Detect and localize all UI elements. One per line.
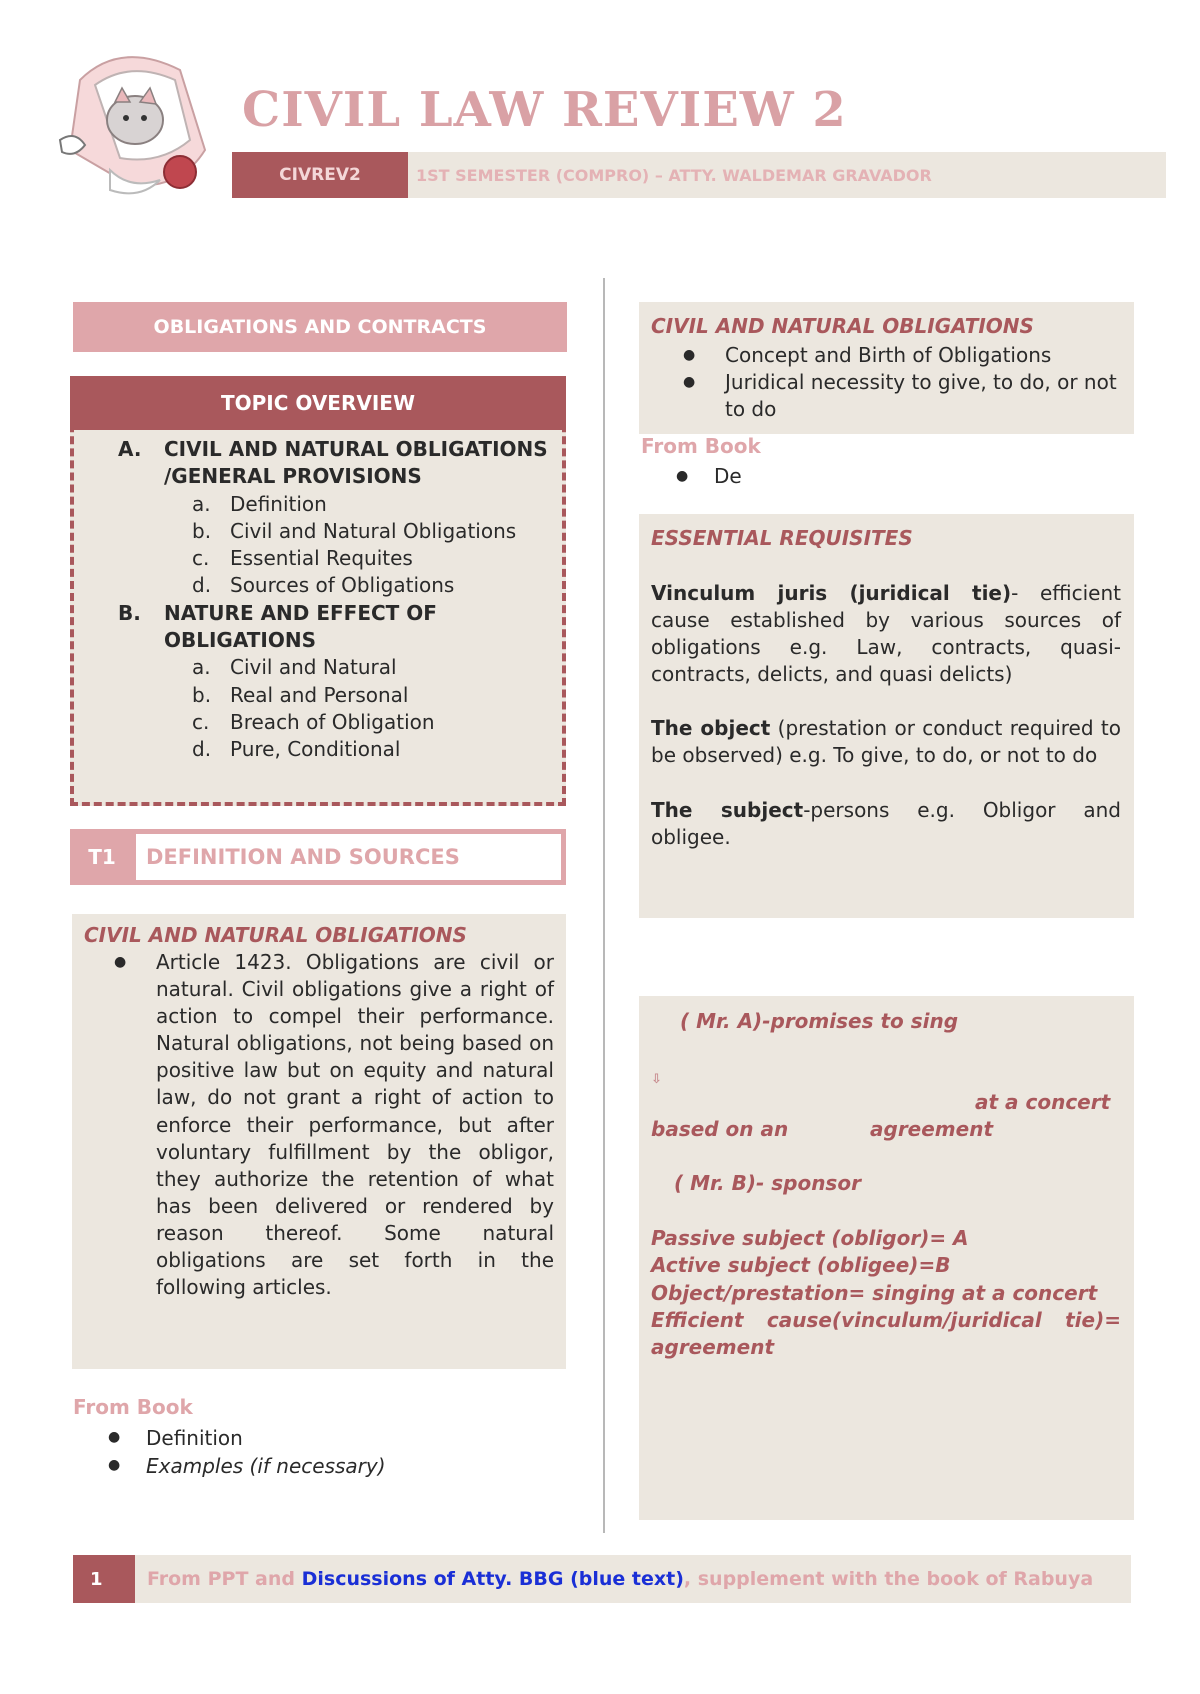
requisite-subject: The subject-persons e.g. Obligor and obligee.	[651, 797, 1122, 849]
document-title: CIVIL LAW REVIEW 2	[242, 82, 847, 138]
example-line: ( Mr. B)- sponsor	[674, 1171, 861, 1195]
bullet-icon: ●	[114, 954, 127, 970]
bullet-icon: ●	[108, 1457, 121, 1473]
footer-note: From PPT and Discussions of Atty. BBG (blue text) , supplement with the book of Rabuya	[135, 1555, 1131, 1603]
from-book-list	[108, 1424, 386, 1480]
bullet-icon: ●	[676, 468, 689, 484]
bullet-list	[683, 342, 1123, 423]
overview-item: B. NATURE AND EFFECT OF OBLIGATIONS	[118, 600, 437, 653]
example-summary	[651, 1225, 1121, 1361]
box-title: CIVIL AND NATURAL OBLIGATIONS	[651, 314, 1034, 338]
requisite-vinculum: Vinculum juris (juridical tie)- efficient cause established by various sources of obligations e.g. Law, contracts, quasi-contracts, delicts, and quasi delicts)	[651, 581, 1122, 687]
cat-cake-logo-icon	[40, 40, 220, 200]
list-item: ● Definition	[108, 1426, 243, 1450]
example-summary-line: Efficient cause(vinculum/juridical tie)= agreement	[651, 1307, 1121, 1360]
example-line: ( Mr. A)-promises to sing	[680, 1009, 959, 1033]
column-divider	[603, 278, 605, 1533]
overview-subitem: a. Definition	[192, 491, 327, 516]
bullet-list	[114, 949, 554, 1301]
list-item: ● Juridical necessity to give, to do, or not to do	[683, 369, 1123, 423]
requisite-object: The object (prestation or conduct required to be observed) e.g. To give, to do, or not to do	[651, 716, 1121, 768]
topic-title: DEFINITION AND SOURCES	[136, 834, 561, 880]
overview-item: A. CIVIL AND NATURAL OBLIGATIONS /GENERAL PROVISIONS	[118, 437, 548, 489]
list-item: ● De	[676, 464, 742, 488]
course-code-badge: CIVREV2	[232, 152, 408, 198]
list-item: ● Concept and Birth of Obligations	[683, 342, 1123, 369]
overview-subitem: a. Civil and Natural	[192, 655, 397, 680]
list-item: ● Article 1423. Obligations are civil or natural. Civil obligations give a right of action to compel their performance. Natural obligations, not being based on positive law but on equity and natural law, do not grant a right of action to enforce their performance, but after voluntary fulfillment by the obligor, they authorize the retention of what has been delivered or rendered by reason thereof. Some natural obligations are set forth in the following articles.	[114, 949, 554, 1301]
example-line: based on an	[651, 1117, 789, 1141]
bullet-icon: ●	[683, 374, 696, 391]
overview-subitem: c. Essential Requites	[192, 546, 413, 571]
example-summary-line: Passive subject (obligor)= A	[651, 1226, 969, 1250]
overview-subitem: c. Breach of Obligation	[192, 709, 435, 734]
overview-subitem: b. Real and Personal	[192, 682, 409, 707]
example-line: agreement	[870, 1117, 994, 1141]
topic-overview-list	[110, 436, 560, 764]
overview-subitem: b. Civil and Natural Obligations	[192, 518, 517, 543]
list-item: ● Examples (if necessary)	[108, 1454, 386, 1478]
example-summary-line: Active subject (obligee)=B	[651, 1253, 951, 1278]
topic-overview-title: TOPIC OVERVIEW	[70, 376, 566, 430]
down-arrow-icon: ⇩	[651, 1072, 662, 1087]
topic-number: T1	[88, 845, 116, 869]
section-banner: OBLIGATIONS AND CONTRACTS	[73, 302, 567, 352]
overview-subitem: d. Pure, Conditional	[192, 737, 401, 762]
example-line: at a concert	[975, 1090, 1111, 1114]
from-book-label: From Book	[641, 434, 761, 458]
requisites-body	[651, 580, 1121, 878]
box-title: CIVIL AND NATURAL OBLIGATIONS	[84, 923, 467, 947]
bullet-icon: ●	[108, 1429, 121, 1445]
semester-info: 1ST SEMESTER (COMPRO) – ATTY. WALDEMAR GRAVADOR	[408, 152, 1166, 198]
example-summary-line: Object/prestation= singing at a concert	[651, 1280, 1098, 1305]
from-book-label: From Book	[73, 1395, 193, 1419]
bullet-icon: ●	[683, 347, 696, 363]
from-book-list	[676, 463, 742, 490]
page-number: 1	[73, 1555, 135, 1603]
box-title: ESSENTIAL REQUISITES	[651, 526, 913, 550]
overview-subitem: d. Sources of Obligations	[192, 573, 455, 598]
